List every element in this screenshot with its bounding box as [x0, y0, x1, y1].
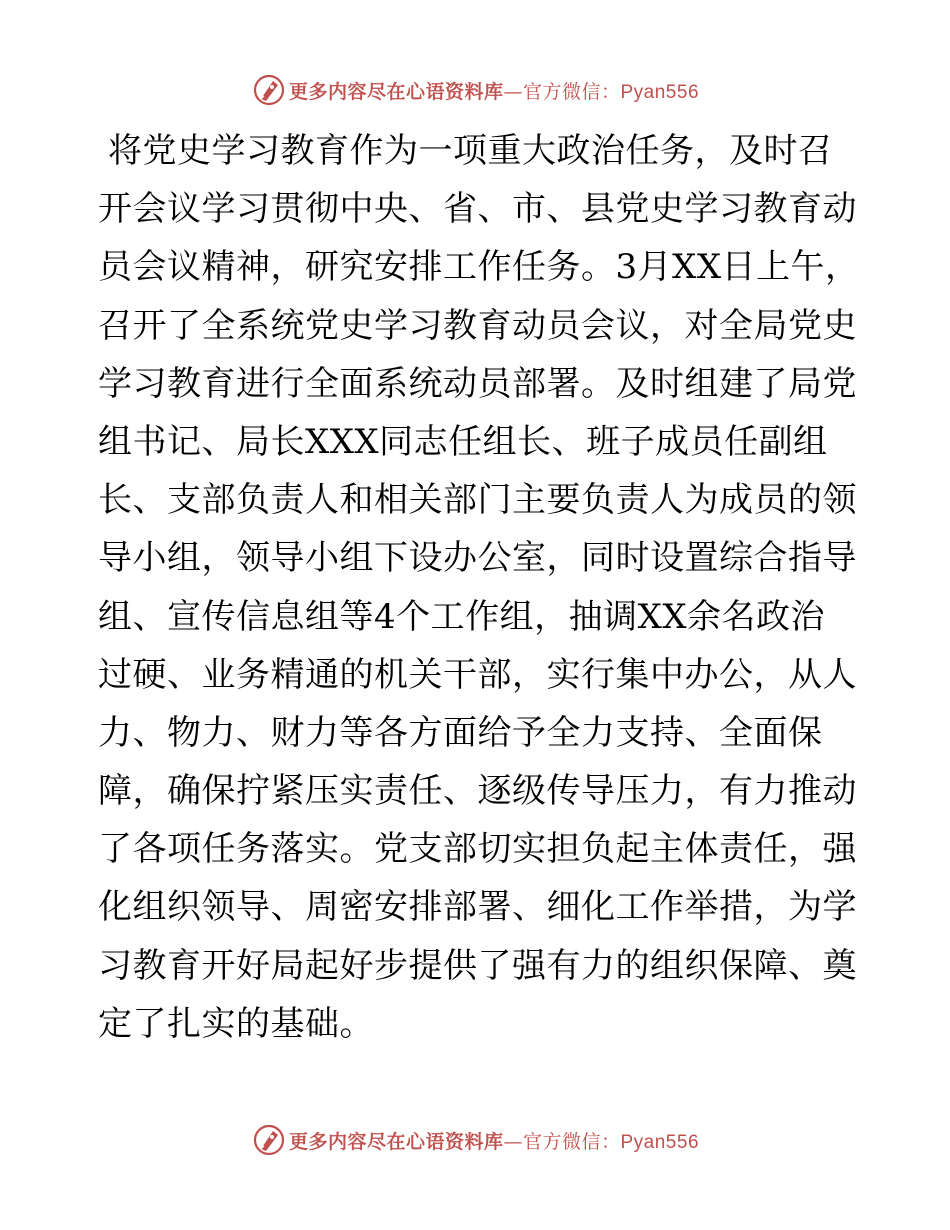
footer-site-text: 更多内容尽在心语资料库 [288, 1130, 504, 1153]
footer-banner [0, 1120, 950, 1160]
header-dash: — [503, 80, 523, 103]
header-wechat-id: Pyan556 [620, 81, 700, 103]
body-line: 力、物力、财力等各方面给予全力支持、全面保 [98, 712, 823, 753]
header-text [289, 77, 699, 104]
body-line: 化组织领导、周密安排部署、细化工作举措，为学 [98, 887, 857, 928]
body-line: 定了扎实的基础。 [98, 1003, 374, 1044]
footer-wechat-id: Pyan556 [620, 1131, 700, 1153]
body-line: 过硬、业务精通的机关干部，实行集中办公，从人 [98, 654, 857, 695]
body-line: 将党史学习教育作为一项重大政治任务，及时召 [108, 131, 833, 171]
pen-nib-logo-icon [251, 1122, 287, 1158]
document-body [98, 122, 858, 1053]
pen-nib-logo-icon [251, 72, 287, 108]
body-line: 学习教育进行全面系统动员部署。及时组建了局党 [98, 363, 857, 404]
body-line: 组书记、局长XXX同志任组长、班子成员任副组 [98, 421, 828, 462]
body-line: 障，确保拧紧压实责任、逐级传导压力，有力推动 [98, 771, 857, 812]
body-line: 习教育开好局起好步提供了强有力的组织保障、奠 [98, 945, 857, 986]
header-site-text: 更多内容尽在心语资料库 [288, 80, 504, 103]
body-line: 导小组，领导小组下设办公室，同时设置综合指导 [98, 538, 857, 579]
header-wechat-label: 官方微信： [522, 80, 621, 103]
footer-text [289, 1127, 699, 1154]
body-line: 召开了全系统党史学习教育动员会议，对全局党史 [98, 305, 857, 346]
body-line: 员会议精神，研究安排工作任务。3月XX日上午， [98, 247, 860, 288]
body-line: 了各项任务落实。党支部切实担负起主体责任，强 [98, 829, 857, 870]
body-line: 组、宣传信息组等4个工作组，抽调XX余名政治 [98, 596, 826, 637]
footer-dash: — [503, 1130, 523, 1153]
footer-wechat-label: 官方微信： [522, 1130, 621, 1153]
body-line: 开会议学习贯彻中央、省、市、县党史学习教育动 [98, 189, 857, 230]
body-line: 长、支部负责人和相关部门主要负责人为成员的领 [98, 480, 857, 521]
header-banner [0, 70, 950, 110]
